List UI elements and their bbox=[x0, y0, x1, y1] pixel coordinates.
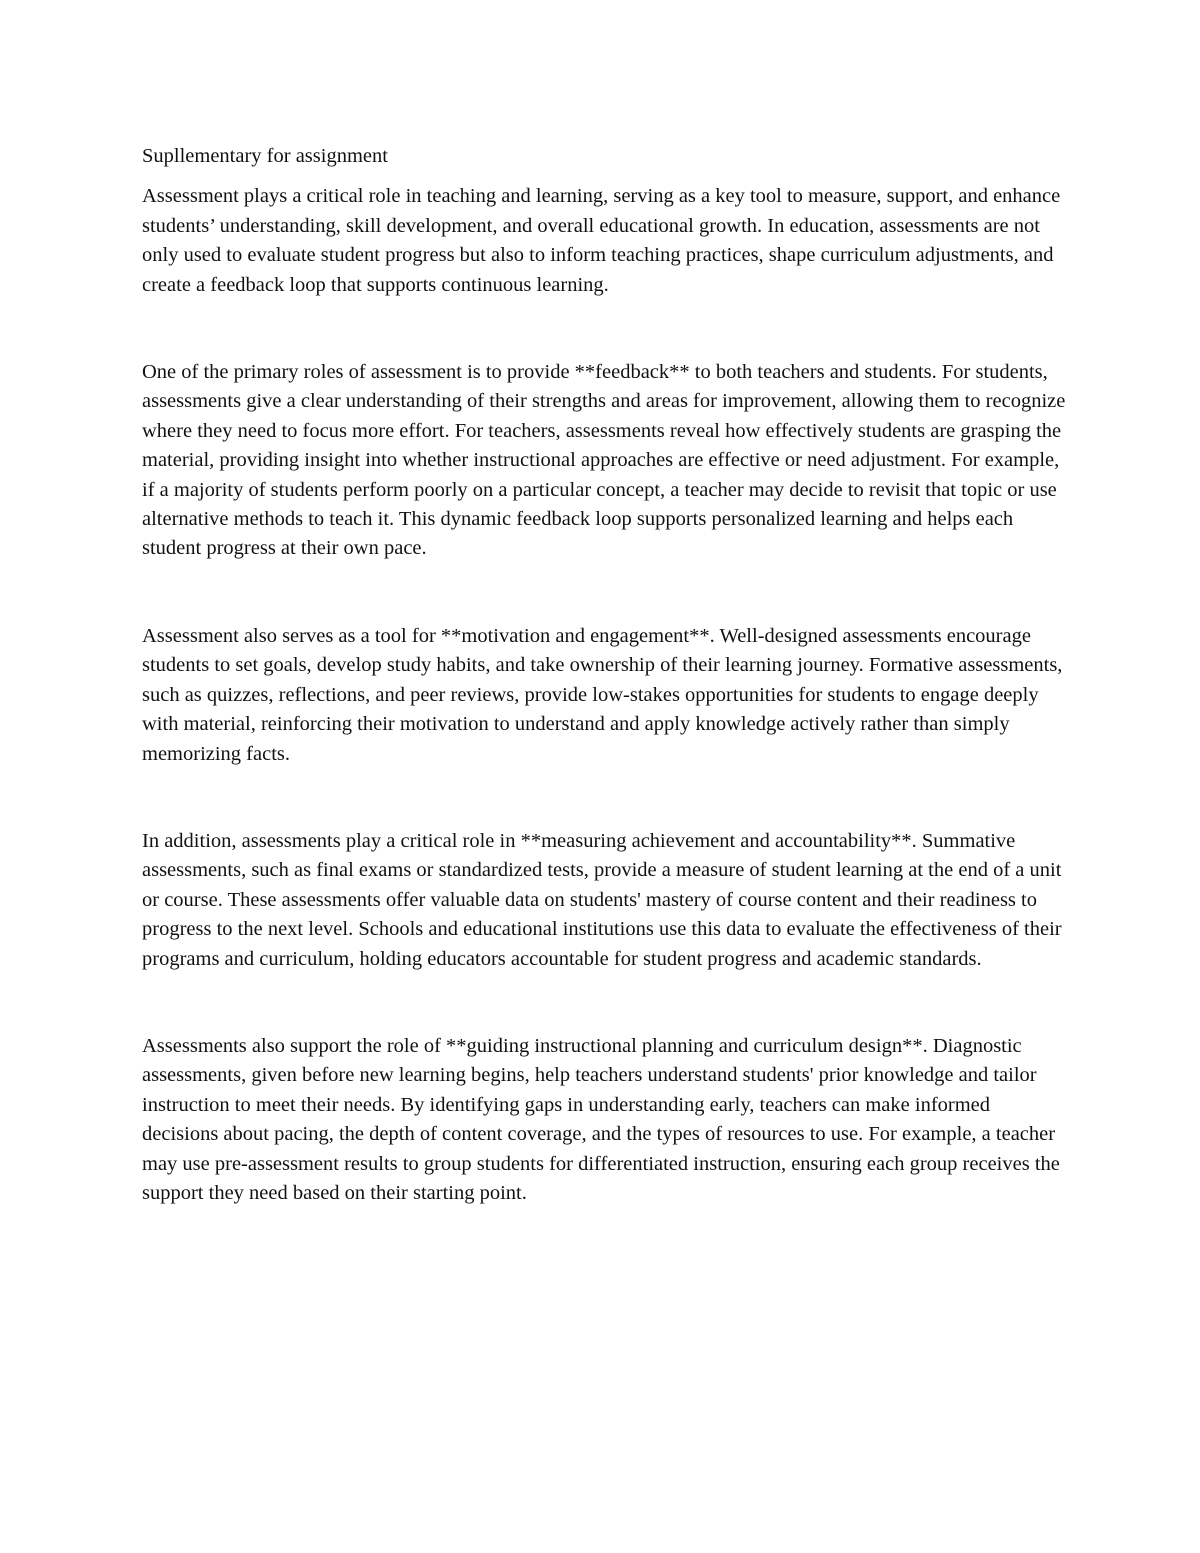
paragraph-motivation: Assessment also serves as a tool for **motivation and engagement**. Well-designed assessments encourage students to set goals, develop study habits, and take ownership of their learning journey. Formative assessments, such as quizzes, reflections, and peer reviews, provide low-stakes opportunities for students to engage deeply with material, reinforcing their motivation to understand and apply knowledge actively rather than simply memorizing facts. bbox=[142, 624, 1063, 765]
document-body bbox=[142, 142, 1066, 1208]
paragraph-feedback: One of the primary roles of assessment is to provide **feedback** to both teachers and students. For students, assessments give a clear understanding of their strengths and areas for improvement, allowing them to recognize where they need to focus more effort. For teachers, assessments reveal how effectively students are grasping the material, providing insight into whether instructional approaches are effective or need adjustment. For example, if a majority of students perform poorly on a particular concept, a teacher may decide to revisit that topic or use alternative methods to teach it. This dynamic feedback loop supports personalized learning and helps each student progress at their own pace. bbox=[142, 361, 1066, 560]
document-title: Supllementary for assignment bbox=[142, 145, 388, 167]
paragraph-instructional-planning: Assessments also support the role of **guiding instructional planning and curriculum design**. Diagnostic assessments, given before new learning begins, help teachers understand students' prior knowledge and tailor instruction to meet their needs. By identifying gaps in understanding early, teachers can make informed decisions about pacing, the depth of content coverage, and the types of resources to use. For example, a teacher may use pre-assessment results to group students for differentiated instruction, ensuring each group receives the support they need based on their starting point. bbox=[142, 1034, 1060, 1204]
paragraph-intro: Assessment plays a critical role in teaching and learning, serving as a key tool to measure, support, and enhance students’ understanding, skill development, and overall educational growth. In education, assessments are not only used to evaluate student progress but also to inform teaching practices, shape curriculum adjustments, and create a feedback loop that supports continuous learning. bbox=[142, 185, 1061, 296]
paragraph-achievement: In addition, assessments play a critical role in **measuring achievement and accountability**. Summative assessments, such as final exams or standardized tests, provide a measure of student learning at the end of a unit or course. These assessments offer valuable data on students' mastery of course content and their readiness to progress to the next level. Schools and educational institutions use this data to evaluate the effectiveness of their programs and curriculum, holding educators accountable for student progress and academic standards. bbox=[142, 829, 1062, 970]
